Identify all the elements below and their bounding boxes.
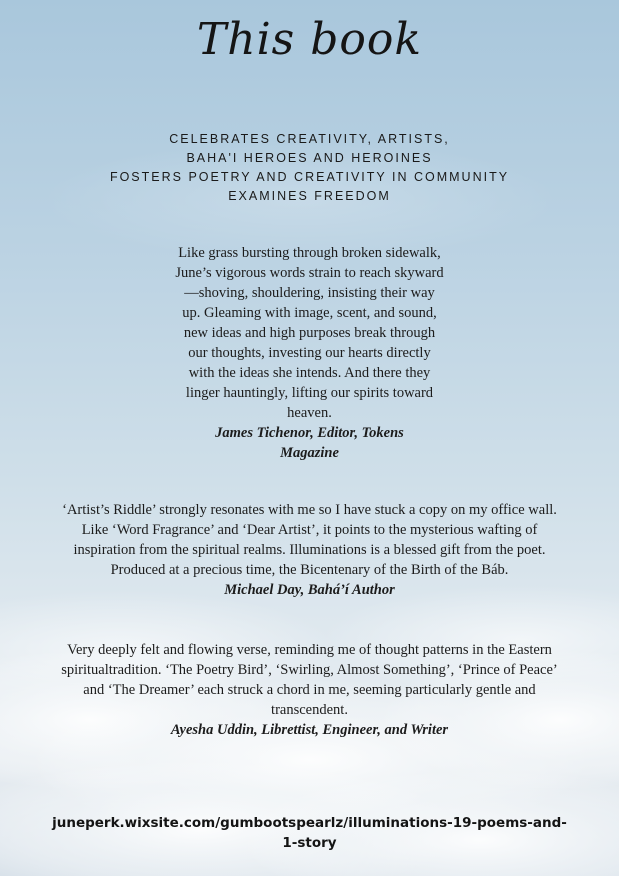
page-title: This book bbox=[196, 14, 423, 65]
theme-line: CELEBRATES CREATIVITY, ARTISTS, bbox=[169, 132, 450, 146]
testimonial-attribution: James Tichenor, Editor, Tokens Magazine bbox=[215, 425, 404, 461]
testimonial-text: ‘Artist’s Riddle’ strongly resonates with me so I have stuck a copy on my office wall. Like ‘Word Fragrance’ and ‘Dear Artist’, it points to the mysterious wafting of inspiration from the spiritual realms. Illuminations is a blessed gift from the poet. Produced at a precious time, the Bicentenary of the Birth of the Báb. bbox=[62, 502, 557, 578]
testimonial-text: Very deeply felt and flowing verse, reminding me of thought patterns in the Eastern spiritualtradition. ‘The Poetry Bird’, ‘Swirling, Almost Something’, ‘Prince of Peace’ and ‘The Dreamer’ each struck a chord in me, seeming particularly gentle and transcendent. bbox=[61, 642, 558, 718]
website-link[interactable] bbox=[0, 813, 619, 853]
theme-line: BAHA'I HEROES AND HEROINES bbox=[186, 151, 433, 165]
theme-line: EXAMINES FREEDOM bbox=[228, 189, 391, 203]
testimonial-text: Like grass bursting through broken sidewalk, June’s vigorous words strain to reach skyward—shoving, shouldering, insisting their way up. Gleaming with image, scent, and sound, new ideas and high purposes break through our thoughts, investing our hearts directly with the ideas she intends. And there they linger hauntingly, lifting our spirits toward heaven. bbox=[175, 245, 444, 421]
testimonial-attribution: Ayesha Uddin, Librettist, Engineer, and Writer bbox=[170, 722, 449, 738]
testimonial-2 bbox=[0, 500, 619, 600]
theme-line: FOSTERS POETRY AND CREATIVITY IN COMMUNITY bbox=[109, 170, 510, 184]
website-url[interactable]: juneperk.wixsite.com/gumbootspearlz/illuminations-19-poems-and-1-story bbox=[52, 815, 567, 851]
testimonial-3 bbox=[0, 640, 619, 740]
testimonial-1 bbox=[0, 243, 619, 463]
testimonial-attribution: Michael Day, Bahá’í Author bbox=[224, 582, 395, 598]
book-themes bbox=[0, 130, 619, 206]
